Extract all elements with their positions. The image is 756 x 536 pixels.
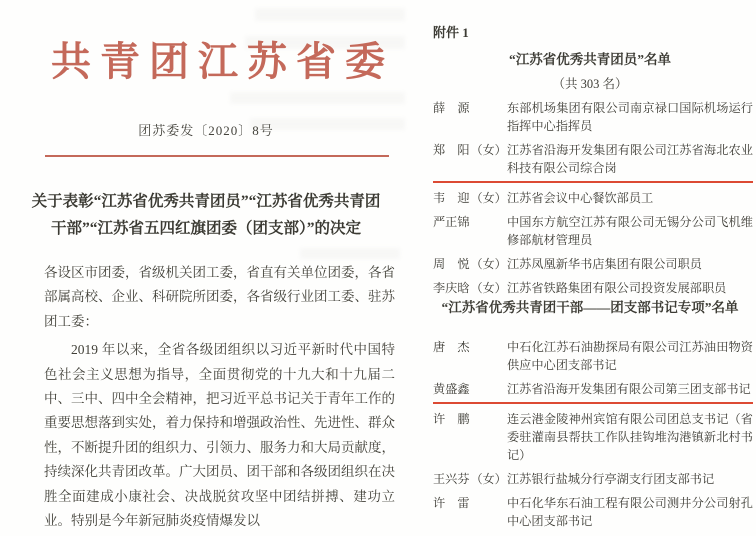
salutation-paragraph: 各设区市团委，省级机关团工委，省直有关单位团委，各省部属高校、企业、科研院所团委，各省级行业团工委、驻苏团工委： bbox=[44, 265, 395, 329]
roster-row bbox=[433, 99, 753, 136]
person-name: 韦 迎 bbox=[433, 191, 470, 205]
person-gender: （女） bbox=[470, 257, 507, 271]
name-cell bbox=[433, 141, 507, 159]
scan-bleed-artifact bbox=[255, 8, 405, 21]
person-name: 薛 源 bbox=[433, 101, 470, 115]
attachment-label: 附件 1 bbox=[433, 25, 469, 40]
person-name: 黄盛鑫 bbox=[433, 382, 470, 396]
person-name: 周 悦 bbox=[433, 257, 470, 271]
person-organization: 中国东方航空江苏有限公司无锡分公司飞机维修部航材管理员 bbox=[507, 215, 753, 247]
name-cell bbox=[433, 338, 507, 356]
roster-row bbox=[433, 494, 753, 531]
attachment-page bbox=[424, 0, 756, 528]
roster-row bbox=[433, 410, 753, 465]
roster-row bbox=[433, 338, 753, 375]
person-name: 严正锦 bbox=[433, 215, 470, 229]
roster-title-excellent-members: “江苏省优秀共青团员”名单 bbox=[509, 52, 671, 67]
roster-row bbox=[433, 141, 753, 183]
person-organization: 江苏省沿海开发集团有限公司江苏省海北农业科技有限公司综合岗 bbox=[507, 143, 753, 175]
name-cell bbox=[433, 99, 507, 117]
name-cell bbox=[433, 494, 507, 512]
document-body bbox=[44, 261, 395, 533]
masthead-divider-rule bbox=[45, 155, 389, 157]
person-name: 王兴芬 bbox=[433, 472, 470, 486]
person-organization: 中石化华东石油工程有限公司测井分公司射孔中心团支部书记 bbox=[507, 496, 753, 528]
person-organization: 江苏凤凰新华书店集团有限公司职员 bbox=[507, 257, 702, 271]
person-organization: 东部机场集团有限公司南京禄口国际机场运行指挥中心指挥员 bbox=[507, 101, 753, 133]
roster-row bbox=[433, 380, 753, 404]
decision-title: 关于表彰“江苏省优秀共青团员”“江苏省优秀共青团干部”“江苏省五四红旗团委（团支部）”的决定 bbox=[31, 193, 381, 237]
person-gender: （女） bbox=[470, 281, 507, 295]
masthead-red-title: 共青团江苏省委 bbox=[51, 39, 394, 84]
person-organization: 江苏银行盐城分行亭湖支行团支部书记 bbox=[507, 472, 715, 486]
person-gender: （女） bbox=[470, 472, 507, 486]
name-cell bbox=[433, 410, 507, 428]
scan-bleed-artifact bbox=[230, 92, 405, 104]
name-cell bbox=[433, 470, 507, 488]
roster-row bbox=[433, 189, 753, 208]
roster-count-subtitle: （共 303 名） bbox=[552, 77, 628, 91]
person-name: 郑 阳 bbox=[433, 143, 470, 157]
roster-row bbox=[433, 470, 753, 489]
person-gender: （女） bbox=[470, 143, 507, 157]
roster-row bbox=[433, 213, 753, 250]
person-organization: 江苏省会议中心餐饮部员工 bbox=[507, 191, 654, 205]
roster-title-branch-secretaries: “江苏省优秀共青团干部——团支部书记专项”名单 bbox=[441, 300, 739, 315]
name-cell bbox=[433, 279, 507, 297]
person-name: 唐 杰 bbox=[433, 340, 470, 354]
person-organization: 江苏省沿海开发集团有限公司第三团支部书记 bbox=[507, 382, 751, 396]
person-name: 许 雷 bbox=[433, 496, 470, 510]
person-organization: 江苏省铁路集团有限公司投资发展部职员 bbox=[507, 281, 727, 295]
person-organization: 中石化江苏石油勘探局有限公司江苏油田物资供应中心团支部书记 bbox=[507, 340, 753, 372]
roster-row bbox=[433, 255, 753, 274]
person-name: 许 鹏 bbox=[433, 412, 470, 426]
scan-bleed-artifact bbox=[300, 248, 400, 259]
roster-list-secretaries bbox=[433, 338, 753, 536]
person-organization: 连云港金陵神州宾馆有限公司团总支书记（省委驻灌南县帮扶工作队挂钩堆沟港镇新北村书记） bbox=[507, 412, 753, 462]
person-gender: （女） bbox=[470, 191, 507, 205]
person-name: 李庆晗 bbox=[433, 281, 470, 295]
name-cell bbox=[433, 189, 507, 207]
name-cell bbox=[433, 380, 507, 398]
name-cell bbox=[433, 255, 507, 273]
body-paragraph: 2019 年以来，全省各级团组织以习近平新时代中国特色社会主义思想为指导，全面贯彻党的十九大和十九届二中、三中、四中全会精神，把习近平总书记关于青年工作的重要思想落到实处，着力保持和增强政治性、先进性、群众性，不断提升团的组织力、引领力、服务力和大局贡献度，持续深化共青团改革。广大团员、团干部和各级团组织在决胜全面建成小康社会、决战脱贫攻坚中团结拼搏、建功立业。特别是今年新冠肺炎疫情爆发以 bbox=[44, 342, 395, 529]
document-number: 团苏委发〔2020〕8号 bbox=[138, 123, 274, 138]
name-cell bbox=[433, 213, 507, 231]
roster-list-members bbox=[433, 99, 753, 303]
